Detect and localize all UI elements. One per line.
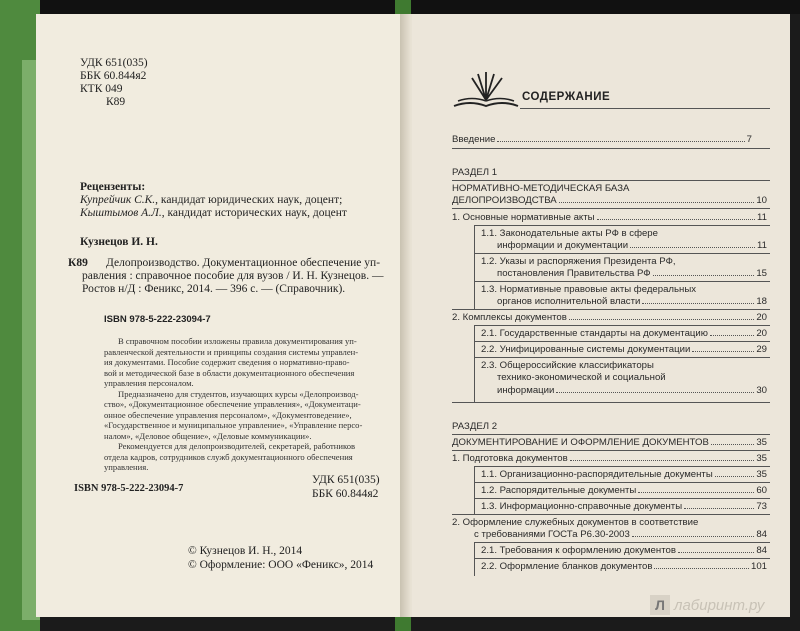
- divider: [474, 542, 770, 543]
- nest-line: [474, 225, 475, 309]
- divider: [452, 450, 770, 451]
- watermark-text: лабиринт.ру: [674, 597, 765, 614]
- abstract-line: равленческой деятельности и принципы создания системы управлен-: [104, 347, 359, 357]
- section-1-title: РАЗДЕЛ 1: [452, 167, 498, 178]
- toc-item-line[interactable]: технико-экономической и социальной: [497, 372, 666, 383]
- reviewers-title: Рецензенты:: [80, 181, 146, 193]
- nest-line: [474, 542, 475, 576]
- abstract-line: отдела кадров, сотрудников служб документационного обеспечения: [104, 452, 353, 462]
- open-book-icon: [452, 70, 520, 112]
- reviewer-1: Купрейчик С.К., кандидат юридических наук, доцент;: [80, 194, 343, 206]
- k89-mark: К89: [68, 257, 88, 269]
- toc-item[interactable]: информации 30: [497, 385, 767, 396]
- toc-item[interactable]: 2.1. Государственные стандарты на документацию 20: [481, 328, 767, 339]
- divider: [474, 325, 770, 326]
- divider: [452, 208, 770, 209]
- divider: [452, 309, 770, 310]
- abstract-line: управления персоналом.: [104, 378, 194, 388]
- watermark-logo: Л: [650, 595, 670, 615]
- toc-item[interactable]: 2.2. Унифицированные системы документации 29: [481, 344, 767, 355]
- divider: [452, 514, 770, 515]
- abstract-line: вой и методической базе в области документационного обеспечения: [104, 368, 355, 378]
- toc-item[interactable]: 2.2. Оформление бланков документов 101: [481, 561, 767, 572]
- toc-item[interactable]: информации и документации 11: [497, 240, 767, 251]
- toc-item[interactable]: 1.2. Распорядительные документы 60: [481, 485, 767, 496]
- author-mark: К89: [106, 96, 126, 108]
- abstract-line: управления.: [104, 462, 149, 472]
- toc-item-line[interactable]: 2.3. Общероссийские классификаторы: [481, 360, 654, 371]
- toc-item[interactable]: органов исполнительной власти 18: [497, 296, 767, 307]
- toc-item[interactable]: постановления Правительства РФ 15: [497, 268, 767, 279]
- divider: [474, 558, 770, 559]
- divider: [452, 148, 770, 149]
- toc-section-2[interactable]: ДОКУМЕНТИРОВАНИЕ И ОФОРМЛЕНИЕ ДОКУМЕНТОВ 35: [452, 437, 767, 448]
- isbn-main: ISBN 978-5-222-23094-7: [104, 314, 211, 325]
- toc-item-line[interactable]: 2. Оформление служебных документов в соответствие: [452, 517, 699, 528]
- toc-section-1[interactable]: ДЕЛОПРОИЗВОДСТВА 10: [452, 195, 767, 206]
- bbk-code: ББК 60.844я2: [80, 70, 147, 82]
- abstract-line: налом», «Деловое общение», «Деловые коммуникации».: [104, 431, 312, 441]
- abstract-line: Рекомендуется для делопроизводителей, секретарей, работников: [118, 441, 356, 451]
- toc-item-line[interactable]: 1.2. Указы и распоряжения Президента РФ,: [481, 256, 676, 267]
- author-name: Кузнецов И. Н.: [80, 236, 158, 248]
- abstract-line: «Государственное и муниципальное управление», «Управление персо-: [104, 420, 363, 430]
- toc-item[interactable]: 1.3. Информационно-справочные документы 73: [481, 501, 767, 512]
- toc-item[interactable]: 1. Основные нормативные акты 11: [452, 212, 767, 223]
- divider: [474, 498, 770, 499]
- abstract-line: онное обеспечение управления персоналом», «Документоведение»,: [104, 410, 352, 420]
- divider: [474, 466, 770, 467]
- divider: [474, 253, 770, 254]
- divider: [452, 180, 770, 181]
- abstract-line: В справочном пособии изложены правила документирования уп-: [118, 336, 357, 346]
- contents-heading: СОДЕРЖАНИЕ: [522, 91, 611, 103]
- nest-line: [474, 466, 475, 514]
- desc-line-3: Ростов н/Д : Феникс, 2014. — 396 с. — (Справочник).: [82, 283, 346, 295]
- bbk-bottom: ББК 60.844я2: [312, 488, 379, 500]
- divider: [474, 482, 770, 483]
- udk-bottom: УДК 651(035): [312, 474, 380, 486]
- udk-code: УДК 651(035): [80, 57, 148, 69]
- desc-line-1: Делопроизводство. Документационное обеспечение уп-: [106, 257, 381, 269]
- ktk-code: КТК 049: [80, 83, 123, 95]
- divider: [452, 402, 770, 403]
- toc-item[interactable]: 2.1. Требования к оформлению документов 84: [481, 545, 767, 556]
- heading-rule: [520, 108, 770, 109]
- section-2-title: РАЗДЕЛ 2: [452, 421, 498, 432]
- toc-item[interactable]: 1.1. Организационно-распорядительные документы 35: [481, 469, 767, 480]
- divider: [474, 357, 770, 358]
- nest-line: [474, 325, 475, 402]
- abstract-line: ия документами. Пособие содержит сведения о нормативно-право-: [104, 357, 350, 367]
- toc-item[interactable]: с требованиями ГОСТа Р6.30-2003 84: [474, 529, 767, 540]
- toc-item[interactable]: 1. Подготовка документов 35: [452, 453, 767, 464]
- copyright-publisher: © Оформление: ООО «Феникс», 2014: [188, 559, 374, 571]
- divider: [474, 341, 770, 342]
- desc-line-2: равления : справочное пособие для вузов / И. Н. Кузнецов. —: [82, 270, 384, 282]
- left-page: [36, 14, 404, 617]
- reviewer-2: Кыштымов А.Л., кандидат исторических наук, доцент: [80, 207, 347, 219]
- toc-item[interactable]: 2. Комплексы документов 20: [452, 312, 767, 323]
- divider: [474, 281, 770, 282]
- toc-item-line[interactable]: 1.1. Законодательные акты РФ в сфере: [481, 228, 658, 239]
- section-1-name: НОРМАТИВНО-МЕТОДИЧЕСКАЯ БАЗА: [452, 183, 630, 194]
- abstract-line: ство», «Документационное обеспечение управления», «Документаци-: [104, 399, 361, 409]
- copyright-author: © Кузнецов И. Н., 2014: [188, 545, 303, 557]
- abstract-line: Предназначено для студентов, изучающих курсы «Делопроизвод-: [118, 389, 359, 399]
- toc-intro[interactable]: Введение 7: [452, 134, 752, 145]
- isbn-bottom: ISBN 978-5-222-23094-7: [74, 483, 184, 494]
- divider: [452, 434, 770, 435]
- divider: [474, 225, 770, 226]
- toc-item-line[interactable]: 1.3. Нормативные правовые акты федеральных: [481, 284, 697, 295]
